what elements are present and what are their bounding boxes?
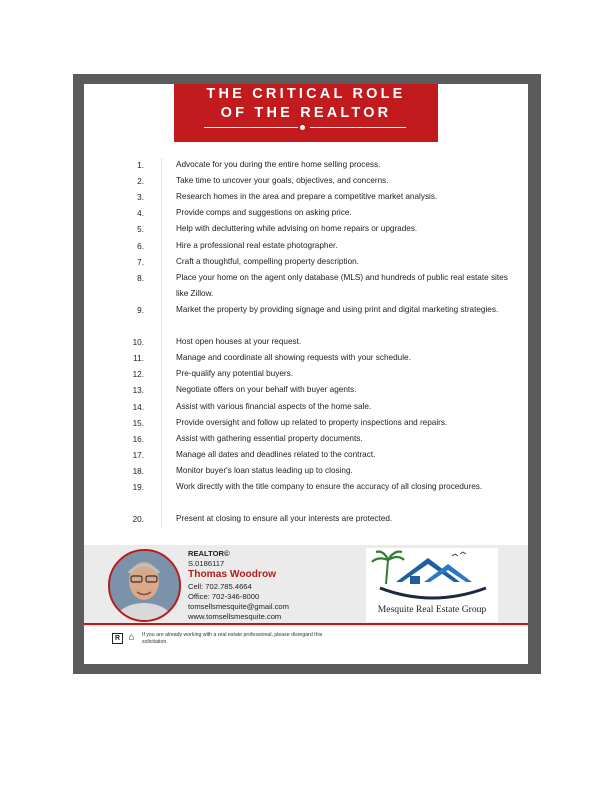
list-item-number: 14. bbox=[132, 402, 144, 412]
list-item-text: Craft a thoughtful, compelling property description. bbox=[176, 256, 359, 266]
list-item-number: 7. bbox=[137, 257, 144, 267]
agent-email[interactable]: tomsellsmesquite@gmail.com bbox=[188, 602, 289, 611]
agent-cell: Cell: 702.785.4664 bbox=[188, 582, 252, 591]
list-item-number: 9. bbox=[137, 305, 144, 315]
agent-office: Office: 702-346-8000 bbox=[188, 592, 260, 601]
list-item-text: Help with decluttering while advising on home repairs or upgrades. bbox=[176, 224, 418, 234]
title-line-2: OF THE REALTOR bbox=[220, 105, 392, 121]
list-item-text: Take time to uncover your goals, objectives, and concerns. bbox=[176, 176, 389, 186]
list-item-text: Monitor buyer's loan status leading up to closing. bbox=[176, 465, 353, 475]
agent-website[interactable]: www.tomsellsmesquite.com bbox=[188, 612, 282, 621]
company-name: Mesquite Real Estate Group bbox=[377, 604, 487, 615]
list-item-number: 4. bbox=[137, 209, 144, 219]
disclaimer-icons bbox=[112, 632, 135, 644]
list-item-text: Present at closing to ensure all your interests are protected. bbox=[176, 514, 393, 524]
list-item-number: 15. bbox=[132, 418, 144, 428]
list-item-number: 19. bbox=[132, 483, 144, 492]
list-item-text: Research homes in the area and prepare a competitive market analysis. bbox=[176, 192, 438, 202]
list-item-number: 12. bbox=[132, 370, 144, 380]
list-item-text: Pre-qualify any potential buyers. bbox=[176, 369, 293, 379]
list-item-text: Market the property by providing signage and using print and digital marketing strategies. bbox=[176, 304, 499, 314]
realtor-r-icon: R bbox=[112, 633, 123, 644]
list-item-text: Provide comps and suggestions on asking price. bbox=[176, 208, 352, 218]
footer-rule bbox=[84, 623, 528, 625]
list-item-number: 10. bbox=[132, 338, 144, 348]
company-logo bbox=[366, 548, 498, 622]
list-item-number: 5. bbox=[137, 225, 144, 235]
list-item-number: 13. bbox=[132, 386, 144, 396]
title-line-1: THE CRITICAL ROLE bbox=[206, 86, 406, 102]
disclaimer-text: If you are already working with a real estate professional, please disregard this solicitation. bbox=[142, 632, 323, 645]
agent-role: REALTOR© bbox=[188, 549, 230, 558]
list-item-text: Place your home on the agent only database (MLS) and hundreds of public real estate sites like Zillow. bbox=[176, 272, 508, 298]
list-item-number: 6. bbox=[137, 241, 144, 251]
list-item-number: 3. bbox=[137, 193, 144, 203]
list-item-number: 17. bbox=[132, 450, 144, 460]
list-item-number: 8. bbox=[137, 273, 144, 283]
list-item-text: Assist with various financial aspects of the home sale. bbox=[176, 401, 372, 411]
list-item-number: 20. bbox=[132, 515, 144, 525]
list-item-text: Work directly with the title company to ensure the accuracy of all closing procedures. bbox=[176, 482, 483, 491]
list-item-text: Provide oversight and follow up related to property inspections and repairs. bbox=[176, 417, 448, 427]
list-item-number: 2. bbox=[137, 177, 144, 187]
list-item-text: Hire a professional real estate photographer. bbox=[176, 240, 338, 250]
list-item-number: 18. bbox=[132, 466, 144, 476]
list-item-number: 1. bbox=[137, 161, 144, 170]
role-list bbox=[84, 84, 528, 544]
list-item-text: Advocate for you during the entire home selling process. bbox=[176, 160, 381, 169]
agent-license: S.0186117 bbox=[188, 559, 225, 568]
list-item-text: Negotiate offers on your behalf with buyer agents. bbox=[176, 385, 357, 395]
list-item-text: Manage and coordinate all showing requests with your schedule. bbox=[176, 353, 411, 363]
list-item-text: Host open houses at your request. bbox=[176, 337, 302, 347]
list-item-number: 11. bbox=[133, 354, 144, 364]
list-item-text: Manage all dates and deadlines related to the contract. bbox=[176, 449, 376, 459]
house-logo-icon bbox=[366, 548, 498, 606]
list-item-text: Assist with gathering essential property documents. bbox=[176, 433, 363, 443]
equal-housing-icon: ⌂ bbox=[128, 632, 135, 643]
agent-name: Thomas Woodrow bbox=[188, 569, 277, 580]
agent-photo bbox=[108, 549, 181, 622]
list-item-number: 16. bbox=[132, 434, 144, 444]
flyer bbox=[84, 84, 528, 664]
